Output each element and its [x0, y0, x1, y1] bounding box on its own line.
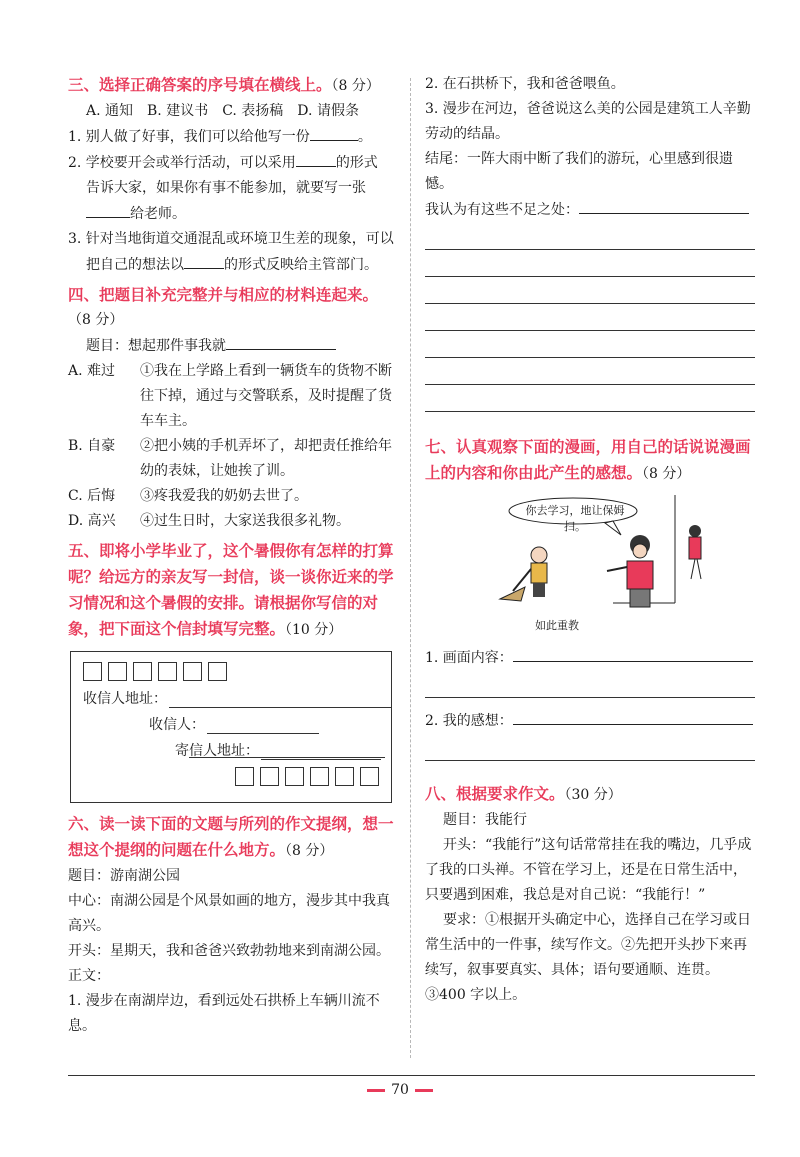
q4-prompt: 题目：想起那件事我就 — [68, 333, 400, 359]
title-blank[interactable] — [226, 333, 336, 350]
answer-blank[interactable] — [310, 124, 358, 141]
q3-item-3: 3. 针对当地街道交通混乱或环境卫生差的现象，可以 — [68, 231, 394, 247]
recipient-address-field[interactable]: 收信人地址： — [83, 688, 391, 708]
sender-address-field[interactable]: 寄信人地址： — [175, 740, 381, 760]
q4-points: （8 分） — [68, 312, 124, 328]
postcode-boxes-top[interactable] — [83, 662, 233, 685]
q3-title: 三、选择正确答案的序号填在横线上。（8 分） — [68, 75, 380, 94]
q6-right-line-3: 结尾：一阵大雨中断了我们的游玩，心里感到很遗憾。 — [425, 151, 733, 192]
q7-content-line-2[interactable] — [425, 671, 755, 698]
q7-title: 七、认真观察下面的漫画，用自己的话说说漫画上的内容和你由此产生的感想。（8 分） — [425, 437, 751, 482]
answer-blank[interactable] — [296, 150, 336, 167]
q4-title: 四、把题目补充完整并与相应的材料连起来。 — [68, 285, 379, 304]
answer-line[interactable] — [513, 645, 753, 662]
q7-content-label: 1. 画面内容： — [425, 645, 755, 671]
q8-requirements: 要求：①根据开头确定中心，选择自己在学习或日常生活中的一件事，续写作文。②先把开头抄下来再续写，叙事要真实、具体；语句要通顺、连贯。③400 字以上。 — [425, 912, 751, 1003]
speech-bubble-text: 你去学习，地让保姆扫。 — [525, 504, 625, 533]
q3-options: A. 通知 B. 建议书 C. 表扬稿 D. 请假条 — [86, 103, 359, 119]
q3-item-1: 1. 别人做了好事，我们可以给他写一份 。 — [68, 124, 400, 150]
cartoon-image — [495, 495, 715, 635]
q8-opening: 开头：“我能行”这句话常常挂在我的嘴边，几乎成了我的口头禅。不管在学习上，还是在日常生活中，只要遇到困难，我总是对自己说：“我能行！” — [425, 837, 752, 903]
envelope — [70, 651, 392, 803]
q8-title: 八、根据要求作文。（30 分） — [425, 784, 622, 803]
cartoon-caption: 如此重教 — [535, 619, 579, 632]
q6-right-line-2: 3. 漫步在河边，爸爸说这么美的公园是建筑工人辛勤劳动的结晶。 — [425, 101, 751, 142]
answer-blank[interactable] — [184, 252, 224, 269]
q7-feeling-label: 2. 我的感想： — [425, 708, 755, 734]
postcode-boxes-bottom[interactable] — [235, 767, 379, 790]
q3-item-3-cont: 把自己的想法以 的形式反映给主管部门。 — [68, 252, 400, 278]
q6-answer-label: 我认为有这些不足之处： — [425, 197, 755, 223]
answer-blank[interactable] — [86, 201, 130, 218]
q8-topic: 题目：我能行 — [443, 812, 527, 828]
q4-row-c: C. 后悔 ③疼我爱我的奶奶去世了。 — [68, 488, 308, 504]
q4-row-b: B. 自豪 ②把小姨的手机弄坏了，却把责任推给年幼的表妹，让她挨了训。 — [68, 438, 392, 479]
q6-line-5: 1. 漫步在南湖岸边，看到远处石拱桥上车辆川流不息。 — [68, 993, 380, 1034]
q3-item-2-end: 给老师。 — [68, 201, 400, 227]
page-number: 70 — [0, 1082, 800, 1098]
q6-line-3: 开头：星期天，我和爸爸兴致勃勃地来到南湖公园。 — [68, 943, 390, 959]
sender-address-line-2[interactable] — [189, 756, 385, 758]
q5-title: 五、即将小学毕业了，这个暑假你有怎样的打算呢？给远方的亲友写一封信，谈一谈你近来的学习情况和这个暑假的安排。请根据你写信的对象，把下面这个信封填写完整。（10 分） — [68, 541, 394, 638]
q4-row-d: D. 高兴 ④过生日时，大家送我很多礼物。 — [68, 513, 350, 529]
q6-title: 六、读一读下面的文题与所列的作文提纲，想一想这个提纲的问题在什么地方。（8 分） — [68, 814, 394, 859]
right-column — [425, 72, 755, 1008]
column-divider — [410, 78, 411, 1058]
q7-feeling-line-2[interactable] — [425, 734, 755, 761]
q6-writing-lines[interactable] — [425, 223, 755, 412]
left-column — [68, 72, 400, 1039]
answer-line[interactable] — [513, 708, 753, 725]
q6-line-4: 正文： — [68, 968, 110, 984]
q4-row-a: A. 难过 ①我在上学路上看到一辆货车的货物不断往下掉，通过与交警联系，及时提醒了货车车主。 — [68, 363, 392, 429]
answer-line[interactable] — [579, 197, 749, 214]
recipient-field[interactable]: 收信人： — [149, 714, 319, 734]
q3-item-2: 2. 学校要开会或举行活动，可以采用 的形式 — [68, 150, 400, 176]
footer-rule — [68, 1075, 755, 1076]
q6-right-line-1: 2. 在石拱桥下，我和爸爸喂鱼。 — [425, 76, 625, 92]
q6-line-1: 题目：游南湖公园 — [68, 868, 180, 884]
q3-item-2-cont: 告诉大家，如果你有事不能参加，就要写一张 — [86, 180, 366, 196]
q6-line-2: 中心：南湖公园是个风景如画的地方，漫步其中我真高兴。 — [68, 893, 390, 934]
